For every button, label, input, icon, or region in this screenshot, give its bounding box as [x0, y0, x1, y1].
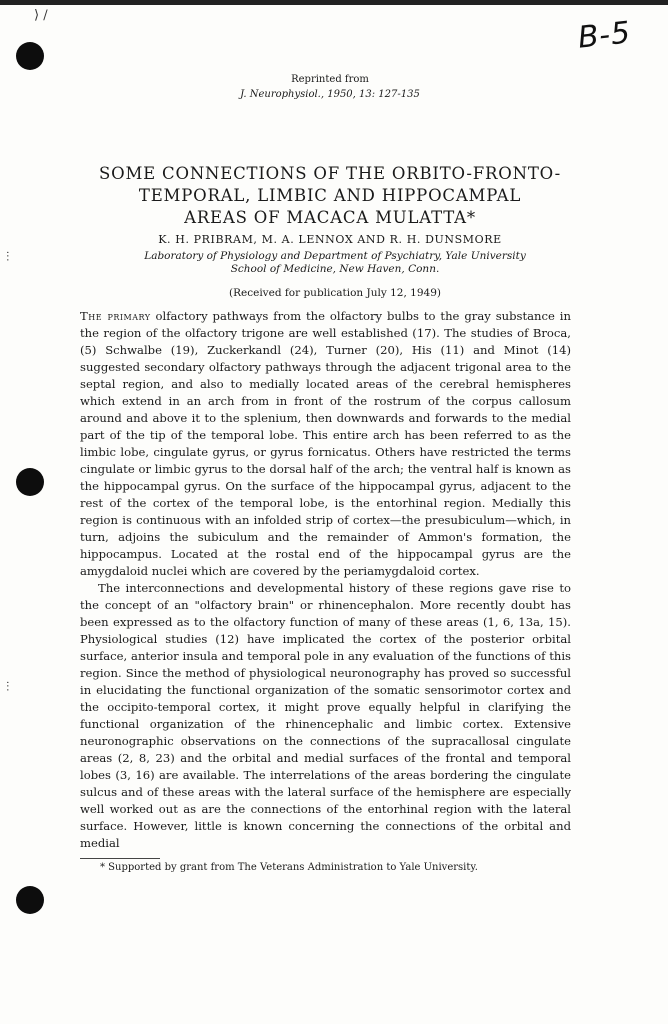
journal-citation: J. Neurophysiol., 1950, 13: 127-135 — [240, 89, 420, 100]
paragraph-1 — [80, 308, 571, 580]
affiliation — [120, 250, 550, 276]
title-line-1: SOME CONNECTIONS OF THE ORBITO-FRONTO- — [99, 164, 561, 183]
affiliation-line-1: Laboratory of Physiology and Department of Psychiatry, Yale University — [144, 250, 526, 262]
margin-mark-left-2: ⫶ — [6, 680, 10, 695]
margin-mark-left-1: ⫶ — [6, 250, 10, 265]
paragraph-1-text: olfactory pathways from the olfactory bulbs to the gray substance in the region of the olfactory trigone are well established (17). The studies of Broca, (5) Schwalbe (19), Zuckerkandl (24), Turner (20), His (11) and Minot (14) suggested secondary olfactory pathways through the adjacent trigonal area to the septal region, and also to medially located areas of the cerebral hemispheres which extend in an arch from in front of the rostrum of the corpus callosum around and above it to the splenium, then downwards and forwards to the medial part of the tip of the temporal lobe. This entire arch has been referred to as the limbic lobe, cingulate gyrus, or gyrus fornicatus. Others have restricted the terms cingulate or limbic gyrus to the dorsal half of the arch; the ventral half is known as the hippocampal gyrus. On the surface of the hippocampal gyrus, adjacent to the rest of the cortex of the temporal lobe, is the entorhinal region. Medially this region is continuous with an infolded strip of cortex—the presubiculum—which, in turn, adjoins the subiculum and the remainder of Ammon's formation, the hippocampus. Located at the rostal end of the hippocampal gyrus are the amygdaloid nuclei which are covered by the periamygdaloid cortex. — [80, 309, 571, 578]
paper-title — [60, 163, 600, 229]
title-line-3: AREAS OF MACACA MULATTA* — [184, 208, 476, 227]
binder-hole-top — [16, 42, 44, 70]
lead-in: The primary — [80, 309, 151, 323]
affiliation-line-2: School of Medicine, New Haven, Conn. — [230, 263, 440, 275]
footnote-rule — [80, 858, 160, 859]
paragraph-2: The interconnections and developmental history of these regions gave rise to the concept of an "olfactory brain" or rhinencephalon. More recently doubt has been expressed as to the olfactory function of many of these areas (1, 6, 13a, 15). Physiological studies (12) have implicated the cortex of the posterior orbital surface, anterior insula and temporal pole in any evaluation of the functions of this region. Since the method of physiological neuronography has proved so successful in elucidating the functional organization of the somatic sensorimotor cortex and the occipito-temporal cortex, it might prove equally helpful in clarifying the functional organization of the rhinencephalic and limbic cortex. Extensive neuronographic observations on the connections of the supracallosal cingulate areas (2, 8, 23) and the orbital and medial surfaces of the frontal and temporal lobes (3, 16) are available. The interrelations of the areas bordering the cingulate sulcus and of these areas with the lateral surface of the hemisphere are especially well worked out as are the connections of the entorhinal region with the lateral surface. However, little is known concerning the connections of the orbital and medial — [80, 581, 571, 850]
received-date: (Received for publication July 12, 1949) — [229, 287, 441, 299]
page-top-edge — [0, 0, 668, 5]
reprint-line-2 — [230, 87, 430, 102]
author-list: K. H. PRIBRAM, M. A. LENNOX AND R. H. DUNSMORE — [158, 233, 502, 246]
margin-mark-top: ⟩ / — [34, 8, 48, 23]
reprint-notice — [230, 72, 430, 102]
title-line-2: TEMPORAL, LIMBIC AND HIPPOCAMPAL — [138, 186, 522, 205]
body-text — [80, 308, 571, 852]
reprint-line-1: Reprinted from — [291, 74, 369, 85]
binder-hole-bottom — [16, 886, 44, 914]
binder-hole-middle — [16, 468, 44, 496]
handwritten-note: B-5 — [576, 15, 633, 56]
footnote: * Supported by grant from The Veterans Administration to Yale University. — [100, 862, 478, 873]
